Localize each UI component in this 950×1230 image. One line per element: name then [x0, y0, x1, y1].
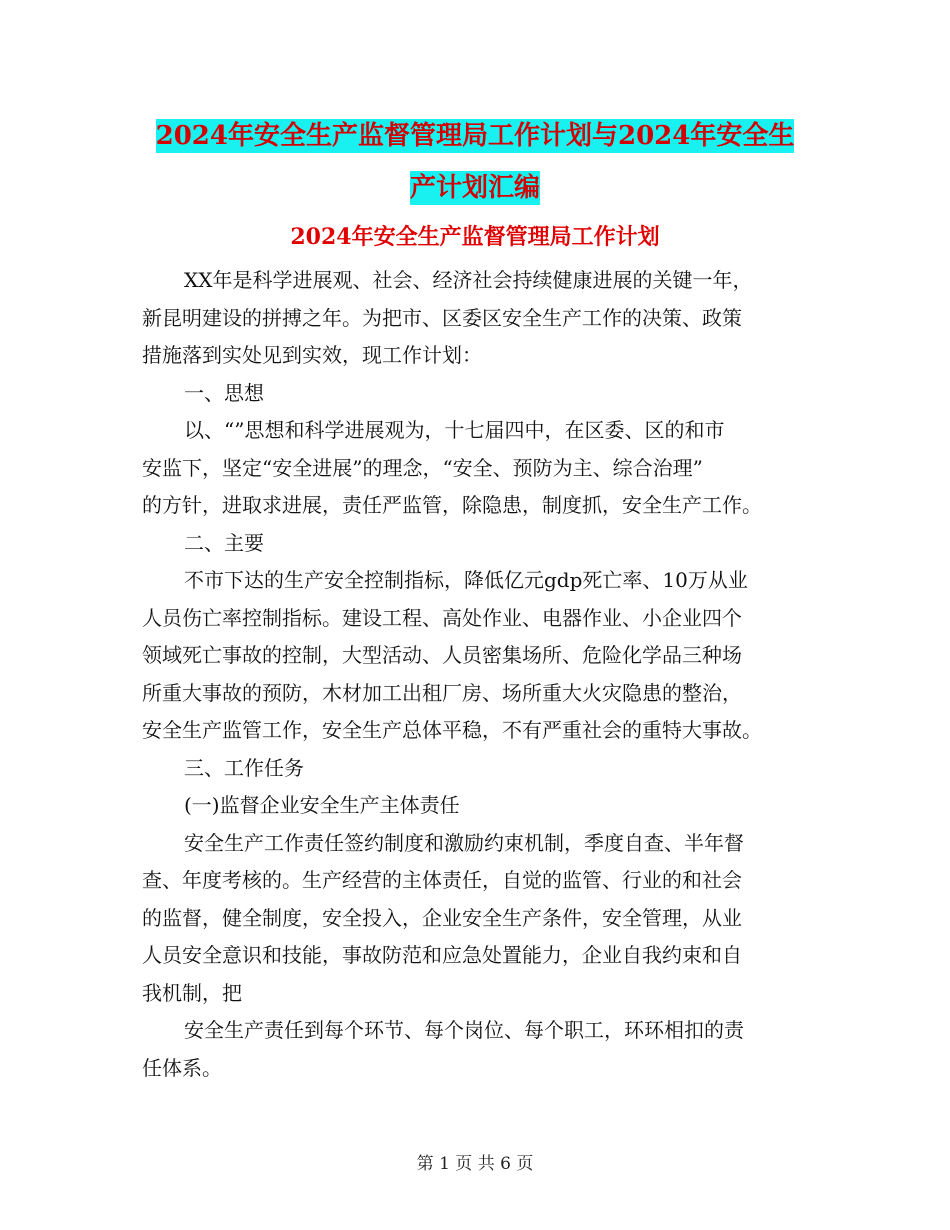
- document-title-line-1: 2024年安全生产监督管理局工作计划与2024年安全生: [155, 121, 795, 151]
- paragraph-line: 人员安全意识和技能，事故防范和应急处置能力，企业自我约束和自: [142, 943, 742, 967]
- paragraph-intro: [142, 262, 810, 375]
- paragraph-line: 新昆明建设的拼搏之年。为把市、区委区安全生产工作的决策、政策: [142, 305, 742, 330]
- subheading-supervision: [142, 787, 810, 825]
- paragraph-line: 三、工作任务: [184, 755, 304, 780]
- paragraph-line: 不市下达的生产安全控制指标，降低亿元gdp死亡率、10万从业: [184, 568, 748, 592]
- heading-tasks: [142, 750, 810, 788]
- paragraph-line: 查、年度考核的。生产经营的主体责任，自觉的监管、行业的和社会: [142, 868, 742, 892]
- paragraph-line: 人员伤亡率控制指标。建设工程、高处作业、电器作业、小企业四个: [142, 605, 742, 630]
- page-number-footer: 第 1 页 共 6 页: [416, 1154, 534, 1174]
- paragraph-line: 二、主要: [184, 530, 264, 555]
- paragraph-line: 一、思想: [184, 380, 264, 405]
- paragraph-line: 的方针，进取求进展，责任严监管，除隐患，制度抓，安全生产工作。: [142, 493, 762, 517]
- paragraph-line: XX年是科学进展观、社会、经济社会持续健康进展的关键一年，: [184, 268, 753, 292]
- paragraph-line: 所重大事故的预防，木材加工出租厂房、场所重大火灾隐患的整治，: [142, 680, 742, 705]
- paragraph-line: 以、“”思想和科学进展观为，十七届四中，在区委、区的和市: [184, 418, 725, 442]
- paragraph-line: 任体系。: [142, 1055, 222, 1080]
- paragraph-responsibility: [142, 1012, 810, 1087]
- paragraph-thought: [142, 412, 810, 525]
- paragraph-line: 的监督，健全制度，安全投入，企业安全生产条件，安全管理，从业: [142, 905, 742, 930]
- paragraph-line: 安全生产监管工作，安全生产总体平稳，不有严重社会的重特大事故。: [142, 718, 762, 742]
- paragraph-line: (一)监督企业安全生产主体责任: [184, 793, 460, 817]
- section-title: 2024年安全生产监督管理局工作计划: [290, 224, 660, 250]
- paragraph-supervision: [142, 825, 810, 1013]
- document-title-line-2: 产计划汇编: [409, 173, 540, 203]
- paragraph-line: 措施落到实处见到实效，现工作计划：: [142, 343, 482, 367]
- paragraph-line: 安全生产工作责任签约制度和激励约束机制，季度自查、半年督: [184, 830, 744, 855]
- paragraph-line: 我机制，把: [142, 980, 242, 1005]
- paragraph-line: 安监下，坚定“安全进展”的理念，“安全、预防为主、综合治理”: [142, 455, 703, 480]
- document-body: [142, 262, 810, 1087]
- heading-main: [142, 525, 810, 563]
- paragraph-line: 安全生产责任到每个环节、每个岗位、每个职工，环环相扣的责: [184, 1018, 744, 1042]
- heading-thought: [142, 375, 810, 413]
- paragraph-line: 领域死亡事故的控制，大型活动、人员密集场所、危险化学品三种场: [142, 643, 742, 667]
- document-title: [120, 110, 830, 214]
- paragraph-main: [142, 562, 810, 750]
